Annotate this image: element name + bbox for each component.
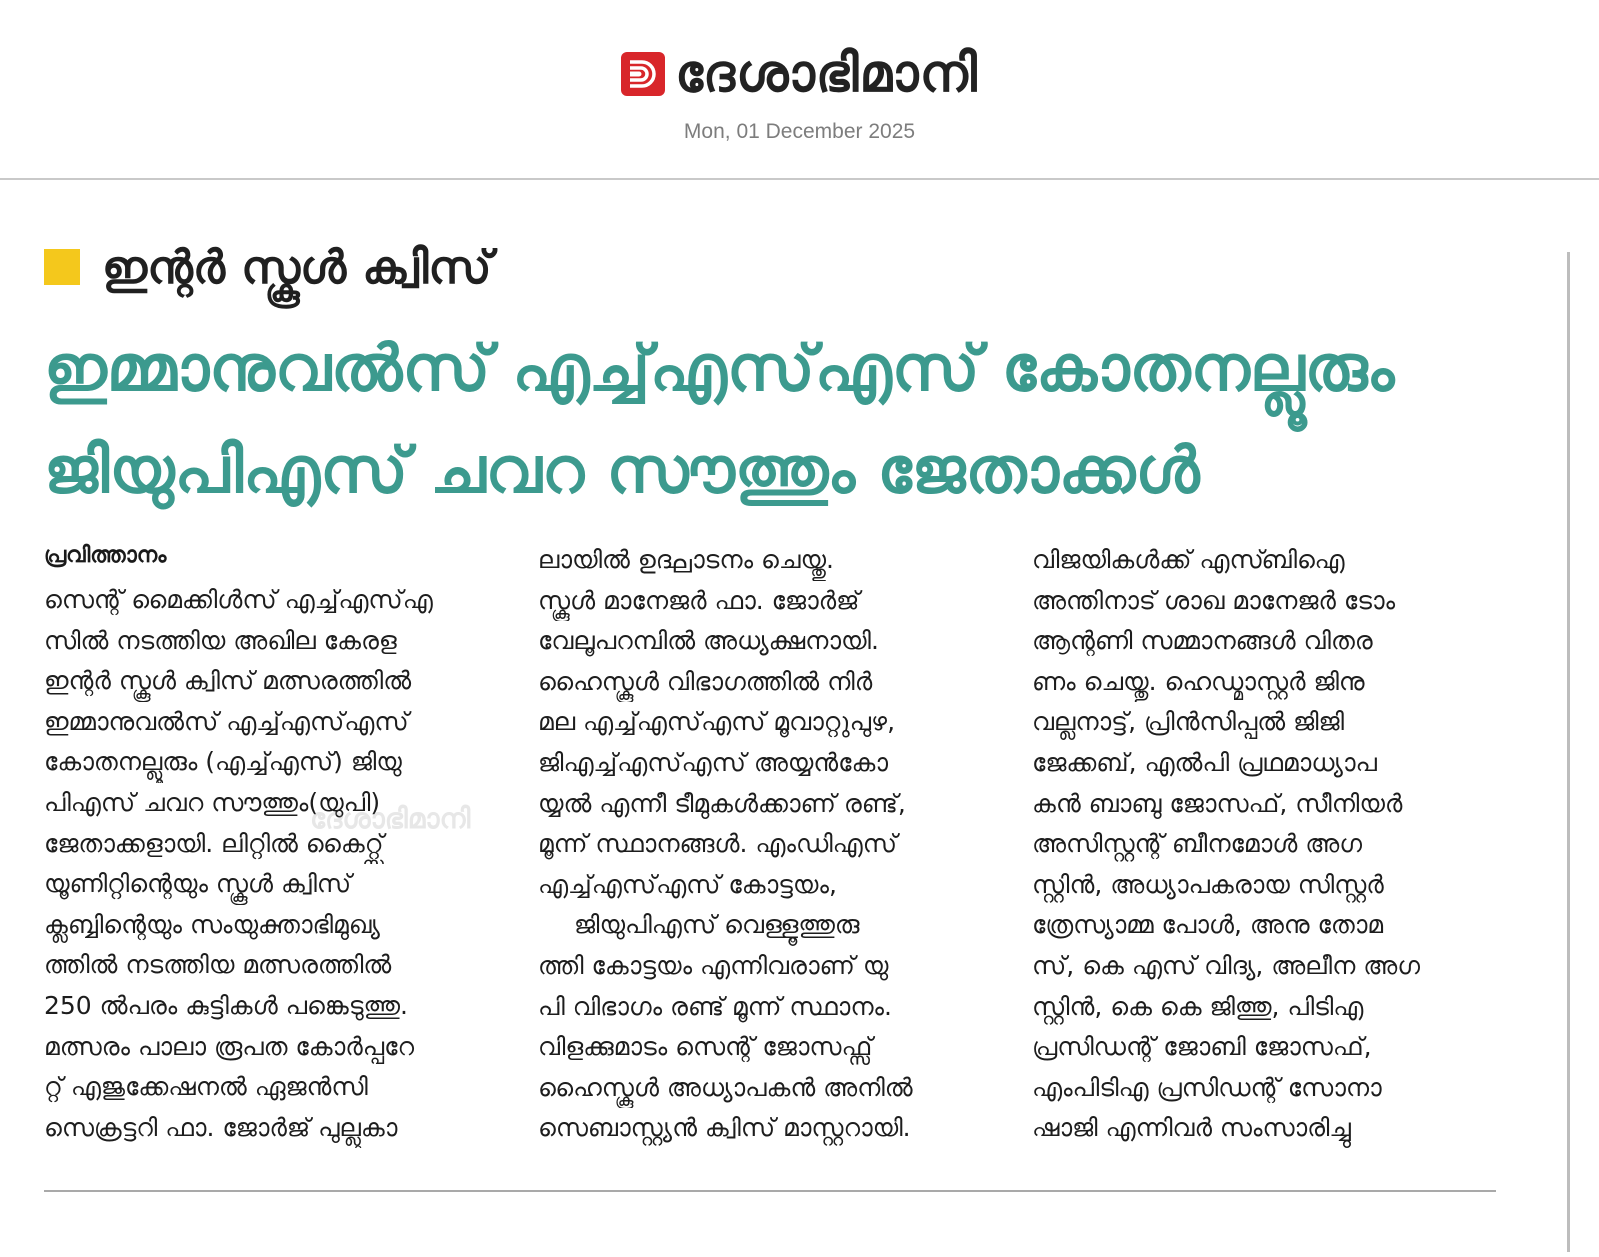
body-line: ജേതാക്കളായി. ലിറ്റിൽ കൈറ്റ്സ് xyxy=(44,828,384,858)
deshabhimani-logo-icon xyxy=(621,52,665,96)
kicker xyxy=(44,232,492,302)
headline-line: ഇമ്മാനുവൽസ് എച്ച്എസ്എസ് കോതനല്ലൂരും xyxy=(44,332,1395,406)
body-line: അന്തിനാട് ശാഖ മാനേജർ ടോം xyxy=(1032,585,1396,615)
brand-name: ദേശാഭിമാനി xyxy=(675,44,978,104)
body-line: എംപിടിഎ പ്രസിഡന്റ് സോനാ xyxy=(1032,1072,1382,1102)
body-line: 250 ൽപരം കുട്ടികൾ പങ്കെടുത്തു. xyxy=(44,990,408,1020)
body-line: കൻ ബാബു ജോസഫ്, സീനിയർ xyxy=(1032,788,1403,818)
body-line: വല്ലനാട്ട്, പ്രിൻസിപ്പൽ ജിജി xyxy=(1032,707,1344,737)
body-line: ത്തി കോട്ടയം എന്നിവരാണ് യു xyxy=(538,950,889,980)
kicker-square-icon xyxy=(44,249,80,285)
body-line: ജിഎച്ച്എസ്എസ് അയ്യൻകോ xyxy=(538,747,889,777)
article-body xyxy=(44,540,1514,1150)
body-line: മല എച്ച്എസ്എസ് മൂവാറ്റുപുഴ, xyxy=(538,707,896,737)
body-line: ത്തിൽ നടത്തിയ മത്സരത്തിൽ xyxy=(44,950,392,980)
body-line: വിളക്കുമാടം സെന്റ് ജോസഫ്സ് xyxy=(538,1032,873,1062)
body-line: ക്ലബ്ബിന്റെയും സംയുക്താഭിമുഖ്യ xyxy=(44,909,380,939)
body-line: സ്കൂൾ മാനേജർ ഫാ. ജോർജ് xyxy=(538,585,860,615)
body-line: പിഎസ് ചവറ സൗത്തും(യുപി) xyxy=(44,787,381,817)
body-line: ത്രേസ്യാമ്മ പോൾ, അനു തോമ xyxy=(1032,910,1384,940)
headline xyxy=(44,318,1514,522)
body-line: സ്റ്റിൻ, അധ്യാപകരായ സിസ്റ്റർ xyxy=(1032,869,1384,899)
body-line: സിൽ നടത്തിയ അഖില കേരള xyxy=(44,625,397,655)
article-column-2 xyxy=(538,540,1008,1149)
body-line: ജിയുപിഎസ് വെള്ളൂത്തുരു xyxy=(574,910,860,940)
body-line: പ്രസിഡന്റ് ജോബി ജോസഫ്, xyxy=(1032,1032,1372,1062)
body-line: ഷാജി എന്നിവർ സംസാരിച്ചു xyxy=(1032,1113,1351,1143)
body-line: സ്, കെ എസ് വിദ്യ, അലീന അഗ xyxy=(1032,950,1420,980)
body-line: മൂന്ന് സ്ഥാനങ്ങൾ. എംഡിഎസ് xyxy=(538,829,898,859)
body-line: ണം ചെയ്തു. ഹെഡ്മാസ്റ്റർ ജിനു xyxy=(1032,666,1365,696)
body-line: സെക്രട്ടറി ഫാ. ജോർജ് പുല്ലുകാ xyxy=(44,1112,398,1142)
column-rule-right xyxy=(1567,252,1570,1252)
bottom-rule xyxy=(44,1190,1496,1192)
publication-date: Mon, 01 December 2025 xyxy=(683,120,916,143)
byline-location: പ്രവിത്താനം xyxy=(44,543,167,568)
body-line: ഹൈസ്കൂൾ അധ്യാപകൻ അനിൽ xyxy=(538,1072,913,1102)
body-line: ലായിൽ ഉദ്ഘാടനം ചെയ്തു. xyxy=(538,545,834,574)
body-line: കോതനല്ലൂരും (എച്ച്എസ്) ജിയു xyxy=(44,747,402,777)
headline-line: ജിയുപിഎസ് ചവറ സൗത്തും ജേതാക്കൾ xyxy=(44,434,1200,508)
body-line: ഇമ്മാനുവൽസ് എച്ച്എസ്എസ് xyxy=(44,706,409,736)
article-column-1 xyxy=(44,540,514,1148)
body-line: അസിസ്റ്റന്റ് ബീനമോൾ അഗ xyxy=(1032,829,1363,859)
body-line: ആന്റണി സമ്മാനങ്ങൾ വിതര xyxy=(1032,626,1373,656)
body-line: മത്സരം പാലാ രൂപത കോർപ്പറേ xyxy=(44,1031,415,1061)
body-line: സ്റ്റിൻ, കെ കെ ജിത്തു, പിടിഎ xyxy=(1032,991,1364,1021)
watermark: ദേശാഭിമാനി xyxy=(310,802,471,835)
body-line: യൂണിറ്റിന്റെയും സ്കൂൾ ക്വിസ് xyxy=(44,869,352,899)
kicker-text: ഇന്റർ സ്കൂൾ ക്വിസ് xyxy=(102,240,492,294)
body-line: പി വിഭാഗം രണ്ട് മൂന്ന് സ്ഥാനം. xyxy=(538,991,892,1021)
body-line: സെബാസ്റ്റ്യൻ ക്വിസ് മാസ്റ്ററായി. xyxy=(538,1113,911,1143)
body-line: എച്ച്എസ്എസ് കോട്ടയം, xyxy=(538,869,837,899)
body-line: വേലൂപറമ്പിൽ അധ്യക്ഷനായി. xyxy=(538,626,879,656)
body-line: സെന്റ് മൈക്കിൾസ് എച്ച്എസ്എ xyxy=(44,585,433,614)
body-line: ഇന്റർ സ്കൂൾ ക്വിസ് മത്സരത്തിൽ xyxy=(44,666,412,696)
article-column-3 xyxy=(1032,540,1502,1149)
brand[interactable] xyxy=(0,44,1599,104)
body-line: റ്റ് എജുക്കേഷനൽ ഏജൻസി xyxy=(44,1072,368,1102)
body-line: യ്യൽ എന്നീ ടീമുകൾക്കാണ് രണ്ട്, xyxy=(538,788,906,818)
masthead xyxy=(0,0,1599,180)
body-line: ജേക്കബ്, എൽപി പ്രഥമാധ്യാപ xyxy=(1032,747,1377,777)
body-line: വിജയികൾക്ക് എസ്ബിഐ xyxy=(1032,545,1345,574)
body-line: ഹൈസ്കൂൾ വിഭാഗത്തിൽ നിർ xyxy=(538,666,873,696)
